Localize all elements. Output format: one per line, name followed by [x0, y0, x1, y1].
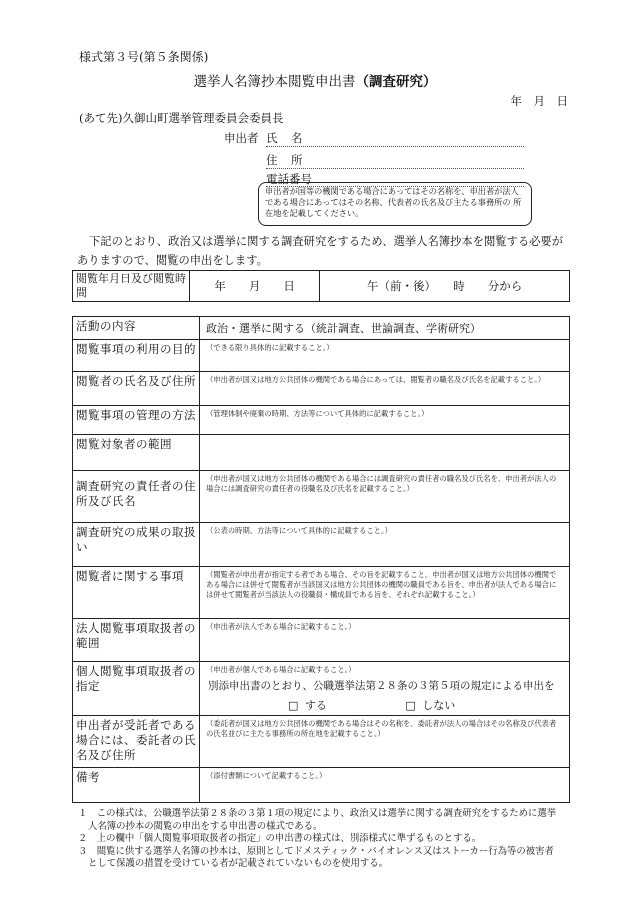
purpose-label: 閲覧事項の利用の目的 [73, 340, 200, 372]
footnotes [72, 808, 560, 871]
results-label: 調査研究の成果の取扱い [73, 523, 200, 567]
footnote-3: ３ 閲覧に供する選挙人名簿の抄本は、原則としてドメスティック・バイオレンス又はストーカー行為等の被害者として保護の措置を受けている者が記載されていないものを使用する。 [78, 845, 554, 869]
intro-text: 下記のとおり、政治又は選挙に関する調査研究をするため、選挙人名簿抄本を閲覧する必要がありますので、閲覧の申出をします。 [77, 235, 564, 267]
addressee: (あて先)久御山町選挙管理委員会委員長 [79, 111, 284, 125]
consignor-label: 申出者が受託者である場合には、委託者の氏名及び住所 [73, 716, 200, 768]
individual-handler-cell [200, 662, 570, 716]
viewing-time-field[interactable]: 午（前・後） 時 分から [320, 271, 570, 302]
viewing-datetime-label: 閲覧年月日及び閲覧時間 [73, 271, 190, 302]
individual-handler-text: 別添申出書のとおり、公職選挙法第２８条の３第５項の規定による申出を [208, 680, 555, 692]
viewing-date-field[interactable]: 年 月 日 [190, 271, 320, 302]
address-field[interactable] [266, 151, 524, 169]
phone-label: 電話番号 [266, 172, 312, 186]
scope-label: 閲覧対象者の範囲 [73, 435, 200, 471]
responsible-label: 調査研究の責任者の住所及び氏名 [73, 471, 200, 523]
management-field[interactable]: （管理体制や廃棄の時期、方法等について具体的に記載すること。） [200, 406, 570, 435]
viewer-field[interactable]: （申出者が国又は地方公共団体の機関である場合にあっては、閲覧者の職名及び氏名を記載すること。） [200, 372, 570, 406]
purpose-field[interactable]: （できる限り具体的に記載すること。） [200, 340, 570, 372]
applicant-label: 申出者 [224, 131, 259, 145]
results-field[interactable]: （公表の時期、方法等について具体的に記載すること。） [200, 523, 570, 567]
footnote-1: １ この様式は、公職選挙法第２８条の３第１項の規定により、政治又は選挙に関する調査研究をするために選挙人名簿の抄本の閲覧の申出をする申出書の様式である。 [78, 808, 557, 832]
viewer-label: 閲覧者の氏名及び住所 [73, 372, 200, 406]
corporate-handler-field[interactable]: （申出者が法人である場合に記載すること。） [200, 619, 570, 662]
viewing-datetime-table [72, 270, 570, 302]
remarks-field[interactable]: （添付書類について記載すること。） [200, 768, 570, 803]
name-field[interactable] [266, 129, 524, 147]
activity-content: 政治・選挙に関する（統計調査、世論調査、学術研究） [200, 317, 570, 340]
address-label: 住 所 [266, 153, 304, 167]
responsible-field[interactable]: （申出者が国又は地方公共団体の機関である場合には調査研究の責任者の職名及び氏名を、申出者が法人の場合には調査研究の責任者の役職名及び氏名を記載すること。） [200, 471, 570, 523]
corporate-handler-label: 法人閲覧事項取扱者の範囲 [73, 619, 200, 662]
applicant-note: 申出者が国等の機関である場合にあってはその名称を、申出者が法人である場合にあってはその名称、代表者の氏名及び主たる事務所の 所在地を記載してください。 [258, 182, 532, 226]
application-table [72, 316, 570, 803]
viewer-matters-field[interactable]: （閲覧者が申出者が指定する者である場合、その旨を記載すること。申出者が国又は地方公共団体の機関である場合には併せて閲覧者が当該国又は地方公共団体の機関の職員である旨を、申出者が法人である場合には併せて閲覧者が当該法人の役職員・構成員である旨を、それぞれ記載すること。） [200, 567, 570, 619]
viewer-matters-label: 閲覧者に関する事項 [73, 567, 200, 619]
scope-field[interactable] [200, 435, 570, 471]
remarks-label: 備考 [73, 768, 200, 803]
footnote-2: ２ 上の欄中「個人閲覧事項取扱者の指定」の申出書の様式は、別添様式に準ずるものとする。 [78, 833, 482, 844]
consignor-field[interactable]: （委託者が国又は地方公共団体の機関である場合はその名称を、委託者が法人の場合はその名称及び代表者の氏名並びに主たる事務所の所在地を記載すること。） [200, 716, 570, 768]
title-main: 選挙人名簿抄本閲覧申出書 [193, 74, 356, 90]
individual-handler-label: 個人閲覧事項取扱者の指定 [73, 662, 200, 716]
management-label: 閲覧事項の管理の方法 [73, 406, 200, 435]
page-title [0, 70, 630, 90]
date-field[interactable]: 年 月 日 [510, 94, 568, 108]
option-no-checkbox[interactable]: □ しない [405, 699, 456, 712]
individual-handler-options [200, 693, 569, 715]
name-label: 氏 名 [266, 131, 304, 145]
individual-handler-hint: （申出者が個人である場合に記載すること。） [206, 665, 356, 674]
title-sub: （調査研究） [355, 74, 437, 90]
activity-label: 活動の内容 [73, 317, 200, 340]
form-number: 様式第３号(第５条関係) [79, 50, 209, 64]
option-yes-checkbox[interactable]: □ する [288, 699, 327, 712]
